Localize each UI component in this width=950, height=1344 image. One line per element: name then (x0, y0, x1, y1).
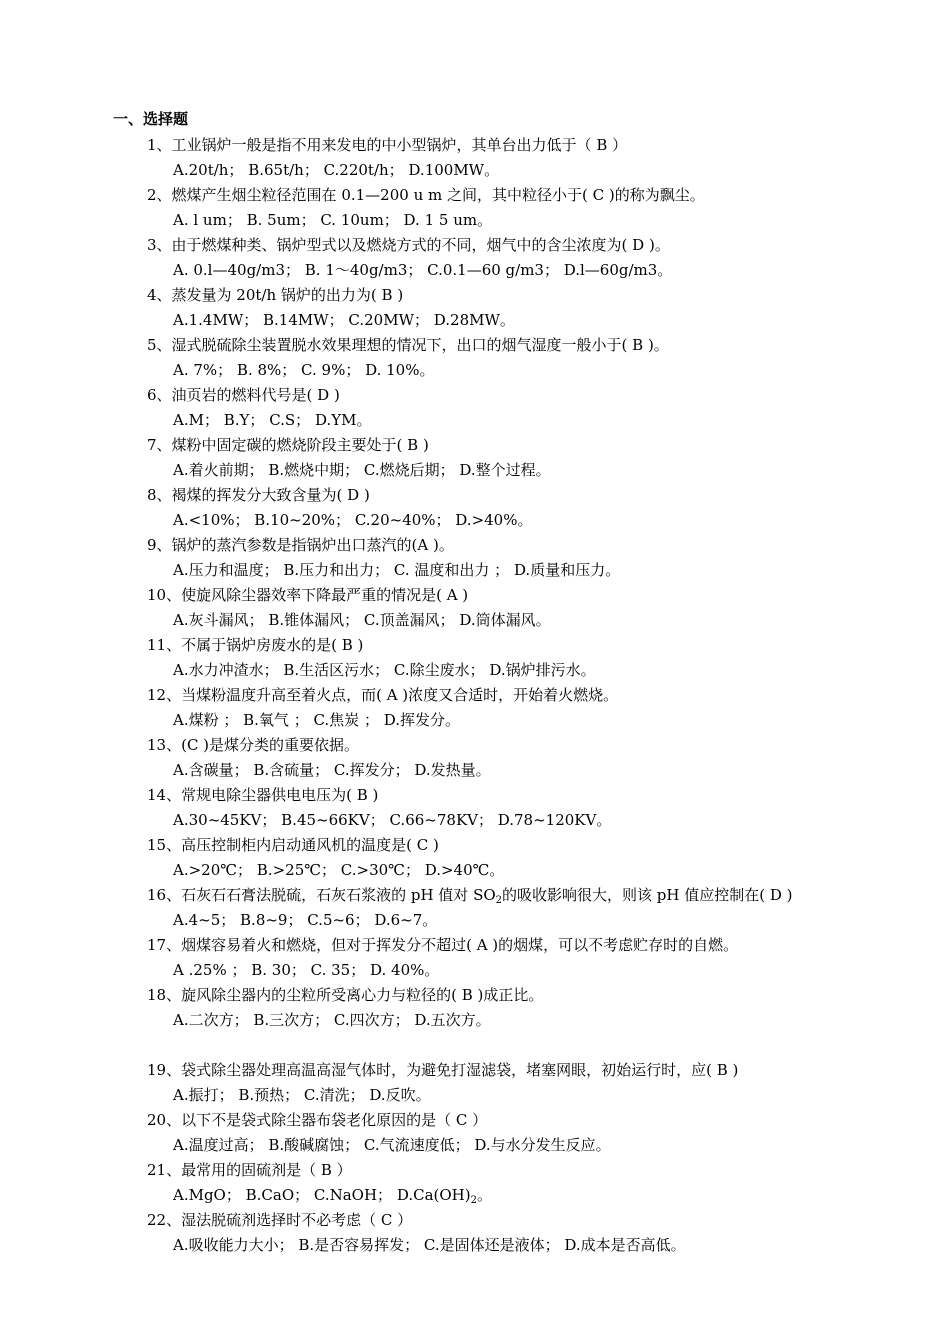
options-18: A.二次方； B.三次方； C.四次方； D.五次方。 (173, 1011, 491, 1029)
options-7: A.着火前期； B.燃烧中期； C.燃烧后期； D.整个过程。 (173, 461, 551, 479)
options-21-text-b: 。 (476, 1186, 492, 1204)
options-11: A.水力冲渣水； B.生活区污水； C.除尘废水； D.锅炉排污水。 (173, 661, 596, 679)
options-10: A.灰斗漏风； B.锥体漏风； C.顶盖漏风； D.筒体漏风。 (173, 611, 551, 629)
question-3: 3、由于燃煤种类、锅炉型式以及燃烧方式的不同，烟气中的含尘浓度为( D )。 (147, 236, 670, 254)
question-10: 10、使旋风除尘器效率下降最严重的情况是( A ) (147, 586, 469, 604)
question-9: 9、锅炉的蒸汽参数是指锅炉出口蒸汽的(A )。 (147, 536, 454, 554)
subscript: 2 (495, 895, 503, 906)
options-12: A.煤粉 ； B.氧气 ； C.焦炭 ； D.挥发分。 (173, 711, 460, 729)
question-11: 11、不属于锅炉房废水的是( B ) (147, 636, 364, 654)
options-14: A.30~45KV； B.45~66KV； C.66~78KV； D.78~120KV。 (173, 811, 612, 829)
question-13: 13、(C )是煤分类的重要依据。 (147, 736, 360, 754)
options-13: A.含碳量； B.含硫量； C.挥发分； D.发热量。 (173, 761, 491, 779)
question-15: 15、高压控制柜内启动通风机的温度是( C ) (147, 836, 439, 854)
question-21: 21、最常用的固硫剂是（ B ） (147, 1161, 352, 1179)
question-7: 7、煤粉中固定碳的燃烧阶段主要处于( B ) (147, 436, 429, 454)
options-15: A.>20℃； B.>25℃； C.>30℃； D.>40℃。 (173, 861, 505, 879)
blank-line (147, 1033, 907, 1058)
options-16: A.4~5； B.8~9； C.5~6； D.6~7。 (173, 911, 438, 929)
options-8: A.<10%； B.10~20%； C.20~40%； D.>40%。 (173, 511, 533, 529)
question-12: 12、当煤粉温度升高至着火点，而( A )浓度又合适时，开始着火燃烧。 (147, 686, 619, 704)
question-4: 4、蒸发量为 20t/h 锅炉的出力为( B ) (147, 286, 404, 304)
options-3: A. 0.l—40g/m3； B. 1～40g/m3； C.0.1—60 g/m3； D.l—60g/m3。 (173, 261, 673, 279)
question-1: 1、工业锅炉一般是指不用来发电的中小型锅炉，其单台出力低于（ B ） (147, 136, 628, 154)
options-21-text-a: A.MgO； B.CaO； C.NaOH； D.Ca(OH) (173, 1186, 471, 1204)
question-18: 18、旋风除尘器内的尘粒所受离心力与粒径的( B )成正比。 (147, 986, 544, 1004)
question-19: 19、袋式除尘器处理高温高湿气体时，为避免打湿滤袋，堵塞网眼，初始运行时，应( B ) (147, 1061, 739, 1079)
options-9: A.压力和温度； B.压力和出力； C. 温度和出力 ； D.质量和压力。 (173, 561, 621, 579)
question-17: 17、烟煤容易着火和燃烧，但对于挥发分不超过( A )的烟煤，可以不考虑贮存时的自燃。 (147, 936, 739, 954)
question-14: 14、常规电除尘器供电电压为( B ) (147, 786, 379, 804)
options-2: A. l um； B. 5um； C. 10um； D. 1 5 um。 (173, 211, 493, 229)
question-20: 20、以下不是袋式除尘器布袋老化原因的是（ C ） (147, 1111, 488, 1129)
options-22: A.吸收能力大小； B.是否容易挥发； C.是固体还是液体； D.成本是否高低。 (173, 1236, 686, 1254)
options-1: A.20t/h； B.65t/h； C.220t/h； D.100MW。 (173, 161, 500, 179)
question-2: 2、燃煤产生烟尘粒径范围在 0.1—200 u m 之间，其中粒径小于( C )的称为飘尘。 (147, 186, 705, 204)
question-8: 8、褐煤的挥发分大致含量为( D ) (147, 486, 370, 504)
section-title: 一、选择题 (113, 110, 189, 128)
options-20: A.温度过高； B.酸碱腐蚀； C.气流速度低； D.与水分发生反应。 (173, 1136, 611, 1154)
question-22: 22、湿法脱硫剂选择时不必考虑（ C ） (147, 1211, 413, 1229)
question-5: 5、湿式脱硫除尘装置脱水效果理想的情况下，出口的烟气湿度一般小于( B )。 (147, 336, 669, 354)
subscript: 2 (470, 1195, 477, 1206)
options-19: A.振打； B.预热； C.清洗； D.反吹。 (173, 1086, 431, 1104)
question-16-text-a: 16、石灰石石膏法脱硫，石灰石浆液的 pH 值对 SO (147, 886, 496, 904)
question-16 (147, 883, 907, 908)
options-17: A .25% ； B. 30； C. 35； D. 40%。 (173, 961, 440, 979)
options-4: A.1.4MW； B.14MW； C.20MW； D.28MW。 (173, 311, 515, 329)
options-21 (147, 1183, 907, 1208)
question-6: 6、油页岩的燃料代号是( D ) (147, 386, 340, 404)
question-16-text-b: 的吸收影响很大，则该 pH 值应控制在( D ) (502, 886, 793, 904)
options-6: A.M； B.Y； C.S； D.YM。 (173, 411, 372, 429)
question-list (147, 133, 907, 1258)
options-5: A. 7%； B. 8%； C. 9%； D. 10%。 (173, 361, 435, 379)
